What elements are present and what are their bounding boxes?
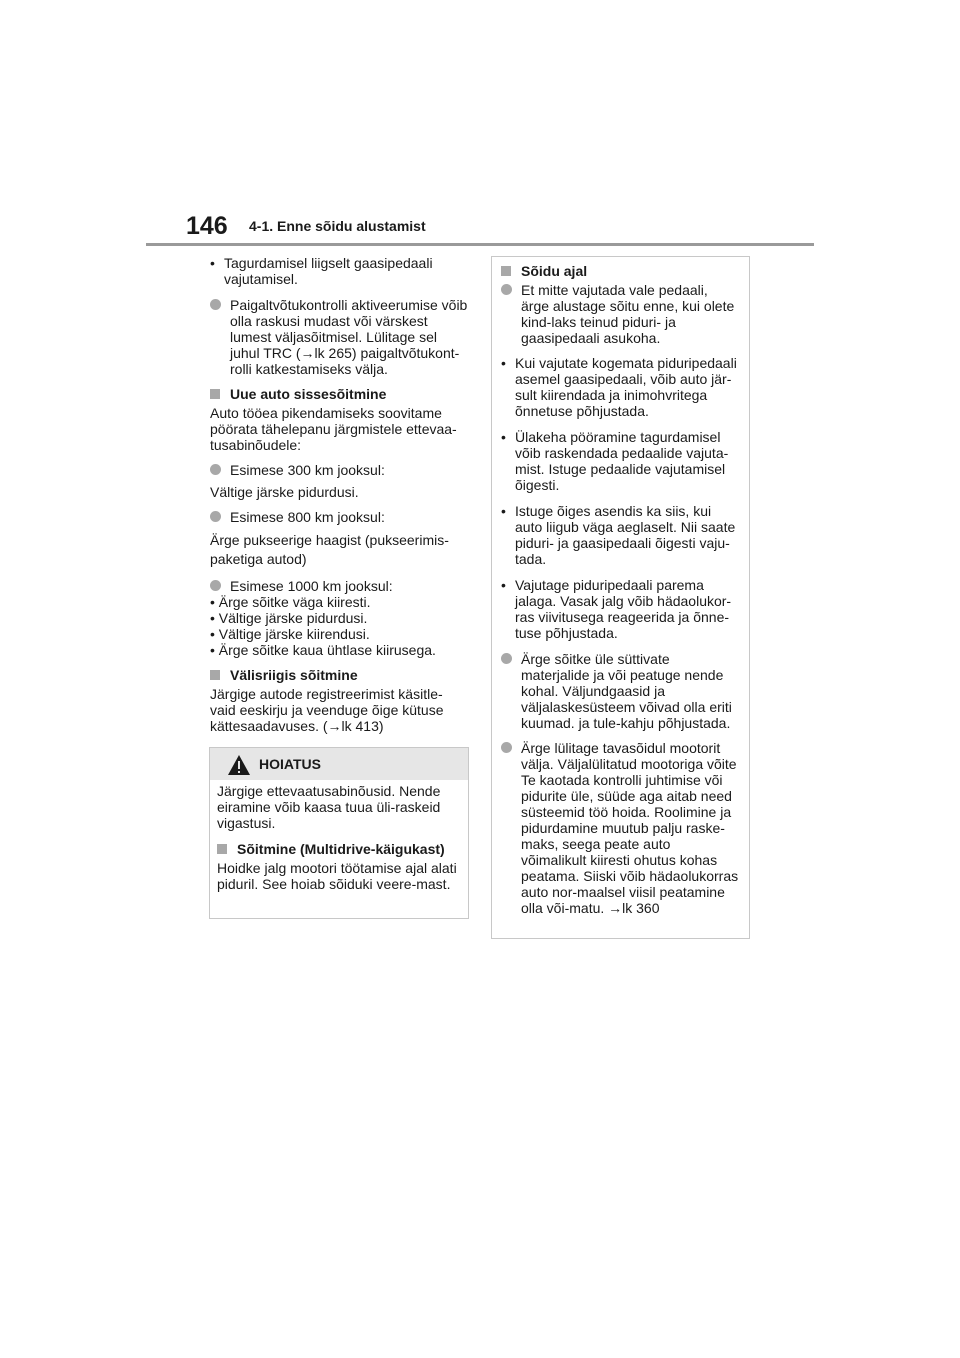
section-heading	[217, 841, 461, 857]
square-bullet-icon	[217, 844, 227, 854]
circle-bullet-icon	[210, 464, 221, 475]
heading-text: Välisriigis sõitmine	[230, 667, 358, 683]
sub-list-item: • Vältige järske pidurdusi.	[210, 610, 368, 626]
list-item-text: Vajutage piduripedaali parema jalaga. Vasak jalg võib hädaolukor-ras viivitusega reageerida ja õnne-tuse põhjustada.	[515, 577, 732, 641]
sub-list-item: • Ärge sõitke väga kiiresti.	[210, 594, 371, 610]
circle-bullet-icon	[501, 653, 512, 664]
left-column	[210, 255, 468, 743]
circle-bullet-icon	[210, 511, 221, 522]
list-item-text: Istuge õiges asendis ka siis, kui auto liigub väga aeglaselt. Nii saate piduri- ja gaasipedaali õigesti vaju-tada.	[515, 503, 736, 567]
section-heading	[210, 667, 468, 683]
sub-list-item: • Ärge sõitke kaua ühtlase kiirusega.	[210, 642, 436, 658]
list-item	[210, 255, 468, 287]
paragraph: Vältige järske pidurdusi.	[210, 484, 359, 500]
bullet-dot: •	[501, 503, 506, 519]
warning-title: HOIATUS	[259, 756, 321, 772]
list-item	[501, 282, 739, 346]
sub-list-item: • Vältige järske kiirendusi.	[210, 626, 370, 642]
right-column-box	[491, 256, 750, 939]
list-item	[210, 462, 468, 478]
list-item-text: Esimese 300 km jooksul:	[230, 462, 385, 478]
heading-text: Sõitmine (Multidrive-käigukast)	[237, 841, 445, 857]
paragraph: Järgige ettevaatusabinõusid. Nende eiramine võib kaasa tuua üli-raskeid vigastusi.	[217, 783, 441, 831]
warning-icon	[227, 754, 251, 776]
sub-list	[210, 594, 468, 658]
list-item-text: Esimese 1000 km jooksul:	[230, 578, 393, 594]
list-item-text: Kui vajutate kogemata piduripedaali asemel gaasipedaali, võib auto jär-sult kiirendada ja inimohvritega õnnetuse põhjustada.	[515, 355, 737, 419]
square-bullet-icon	[501, 266, 511, 276]
bullet-dot: •	[501, 355, 506, 371]
list-item	[501, 503, 739, 567]
bullet-dot: •	[210, 255, 215, 271]
circle-bullet-icon	[501, 284, 512, 295]
list-item-text: Ülakeha pööramine tagurdamisel võib raskendada pedaalide vajuta-mist. Istuge pedaalide vajutamisel õigesti.	[515, 429, 729, 493]
circle-bullet-icon	[501, 742, 512, 753]
paragraph: Ärge pukseerige haagist (pukseerimis-paketiga autod)	[210, 532, 449, 567]
list-item-text: Tagurdamisel liigselt gaasipedaali vajutamisel.	[224, 255, 433, 287]
list-item	[210, 297, 468, 377]
bullet-dot: •	[501, 577, 506, 593]
square-bullet-icon	[210, 389, 220, 399]
warning-header	[210, 748, 468, 780]
circle-bullet-icon	[210, 580, 221, 591]
paragraph: Auto tööea pikendamiseks soovitame pöörata tähelepanu järgmistele ettevaa-tusabinõudele:	[210, 405, 457, 453]
list-item	[210, 578, 468, 594]
section-heading	[210, 386, 468, 402]
header-divider	[146, 243, 814, 246]
list-item	[501, 651, 739, 731]
section-title: 4-1. Enne sõidu alustamist	[249, 218, 426, 234]
list-item-text: Ärge lülitage tavasõidul mootorit välja. Väljalülitatud mootoriga võite Te kaotada kontrolli juhtimise või pidurite üle, süüde aga aitab need süsteemid töö hoida. Roolimine ja pidurdamine muutub palju raske-maks, seega peate auto võimalikult kiiresti ohutus kohas peatama. Siiski võib hädaolukorras auto nor-maalsel viisil peatamine olla või-matu. →lk 360	[521, 740, 739, 916]
warning-box	[209, 747, 469, 919]
list-item	[210, 509, 468, 525]
list-item	[501, 355, 739, 419]
list-item	[501, 577, 739, 641]
square-bullet-icon	[210, 670, 220, 680]
list-item-text: Esimese 800 km jooksul:	[230, 509, 385, 525]
heading-text: Sõidu ajal	[521, 263, 588, 279]
section-heading	[501, 263, 739, 279]
list-item-text: Paigaltvõtukontrolli aktiveerumise võib olla raskusi mudast või värskest lumest väljasõitmisel. Lülitage sel juhul TRC (→lk 265) paigaltvõtukont-rolli katkestamiseks välja.	[230, 297, 468, 377]
list-item-text: Ärge sõitke üle süttivate materjalide ja või peatuge nende kohal. Väljundgaasid ja väljalaskesüsteem võivad olla eriti kuumad. ja tule-kahju põhjustada.	[521, 651, 732, 731]
bullet-dot: •	[501, 429, 506, 445]
paragraph: Järgige autode registreerimist käsitle-vaid eeskirju ja veenduge õige kütuse kättesaadavuses. (→lk 413)	[210, 686, 444, 734]
page-number: 146	[186, 212, 228, 240]
list-item-text: Et mitte vajutada vale pedaali, ärge alustage sõitu enne, kui olete kind-laks teinud piduri- ja gaasipedaali asukoha.	[521, 282, 735, 346]
circle-bullet-icon	[210, 299, 221, 310]
heading-text: Uue auto sissesõitmine	[230, 386, 387, 402]
warning-body	[210, 780, 468, 892]
list-item	[501, 740, 739, 916]
list-item	[501, 429, 739, 493]
paragraph: Hoidke jalg mootori töötamise ajal alati piduril. See hoiab sõiduki veere-mast.	[217, 860, 457, 892]
